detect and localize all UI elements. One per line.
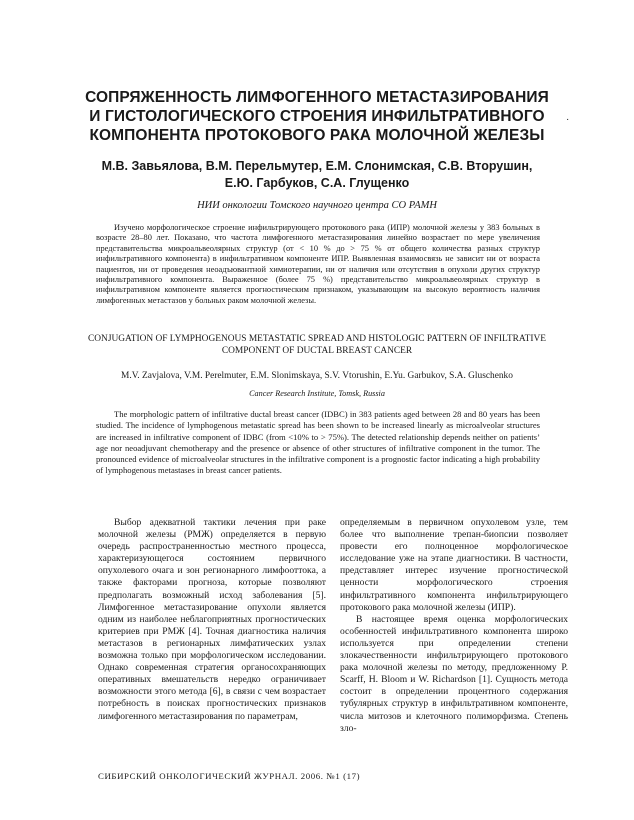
abstract-english-text: The morphologic pattern of infiltrative ductal breast cancer (IDBC) in 383 patients aged between 28 and 80 years has been studied. The incidence of lymphogenous metastatic spread has been shown to be increased linearly as microalveolar structures are increased in infiltrative component of IDBC (from <10% to > 75%). The detected relationship depends neither on patients’ age nor neoadjuvant chemotherapy and the presence or absence of other structures of infiltrative component in the tumor. The pronounced evidence of microalveolar structures in the infiltrative component is a prognostic factor indicating a high probability of lymphogenous metastases in breast cancer patients. — [96, 409, 540, 476]
body-paragraph: В настоящее время оценка морфологических особенностей инфильтративного компонента широко используется при определении степени злокачественности инфильтрирующего протокового рака молочной железы по методу, предложенному P. Scarff, H. Bloom и W. Richardson [1]. Сущность метода состоит в определении процентного содержания тубулярных структур в инфильтративном компоненте, числа митозов и клеточного полиморфизма. Степень зло- — [340, 613, 568, 734]
body-paragraph: Выбор адекватной тактики лечения при раке молочной железы (РМЖ) определяется в первую очередь распространенностью местного процесса, характеризующегося состоянием первичного опухолевого очага и зон регионарного лимфооттока, а также факторами прогноза, которые позволяют предполагать возможный исход заболевания [5]. Лимфогенное метастазирование опухоли является одним из наиболее неблагоприятных прогностических критериев при РМЖ [4]. Точная диагностика наличия метастазов в регионарных лимфатических узлах возможна только при морфологическом исследовании. Однако современная стратегия органосохраняющих оперативных вмешательств нередко ограничивает возможности этого метода [6], в связи с чем возрастает потребность в поисках прогностических признаков лимфогенного метастазирования по параметрам, — [98, 517, 326, 722]
title-line: КОМПОНЕНТА ПРОТОКОВОГО РАКА МОЛОЧНОЙ ЖЕЛЕЗЫ — [89, 127, 545, 144]
abstract-english — [96, 409, 540, 477]
affiliation: НИИ онкологии Томского научного центра СО РАМН — [197, 200, 437, 211]
english-title-line: COMPONENT OF DUCTAL BREAST CANCER — [221, 345, 413, 356]
authors-line: Е.Ю. Гарбуков, С.А. Глущенко — [224, 176, 410, 190]
article-title — [80, 88, 554, 145]
title-line: СОПРЯЖЕННОСТЬ ЛИМФОГЕННОГО МЕТАСТАЗИРОВАНИЯ — [85, 89, 549, 106]
body-column-right — [340, 517, 568, 735]
english-title — [80, 334, 554, 357]
english-authors: M.V. Zavjalova, V.M. Perelmuter, E.M. Slonimskaya, S.V. Vtorushin, E.Yu. Garbukov, S.A. Gluschenko — [121, 371, 513, 381]
title-mark: · — [566, 114, 570, 125]
journal-footer: СИБИРСКИЙ ОНКОЛОГИЧЕСКИЙ ЖУРНАЛ. 2006. №1 (17) — [98, 771, 361, 781]
authors — [60, 158, 574, 192]
authors-line: М.В. Завьялова, В.М. Перельмутер, Е.М. Слонимская, С.В. Вторушин, — [101, 159, 533, 173]
english-title-line: CONJUGATION OF LYMPHOGENOUS METASTATIC SPREAD AND HISTOLOGIC PATTERN OF INFILTRATIVE — [88, 334, 546, 344]
title-line: И ГИСТОЛОГИЧЕСКОГО СТРОЕНИЯ ИНФИЛЬТРАТИВНОГО — [89, 108, 545, 125]
abstract-russian — [96, 223, 540, 306]
body-paragraph: определяемым в первичном опухолевом узле, тем более что выполнение трепан-биопсии позволяет провести его полноценное морфологическое исследование уже на этапе диагностики. В частности, представляет интерес изучение прогностической ценности морфологического строения инфильтративного компонента инфильтрирующего протокового рака молочной железы (ИПР). — [340, 517, 568, 613]
body-column-left — [98, 517, 326, 723]
english-affiliation: Cancer Research Institute, Tomsk, Russia — [249, 389, 385, 398]
abstract-russian-text: Изучено морфологическое строение инфильтрирующего протокового рака (ИПР) молочной железы у 383 больных в возрасте 28–80 лет. Показано, что частота лимфогенного метастазирования линейно возрастает по мере увеличения представительства микроальвеолярных структур (от < 10 % до > 75 % от общего количества разных структур инфильтративного компонента) в инфильтративном компоненте ИПР. Выявленная взаимосвязь не зависит ни от возраста пациентов, ни от проведения неоадъювантной химиотерапии, ни от наличия или отсутствия в опухоли других структур инфильтративного компонента. Выраженное (более 75 %) представительство микроальвеолярных структур в инфильтративном компоненте является прогностическим признаком, указывающим на высокую вероятность наличия лимфогенных метастазов у больных раком молочной железы. — [96, 223, 540, 305]
